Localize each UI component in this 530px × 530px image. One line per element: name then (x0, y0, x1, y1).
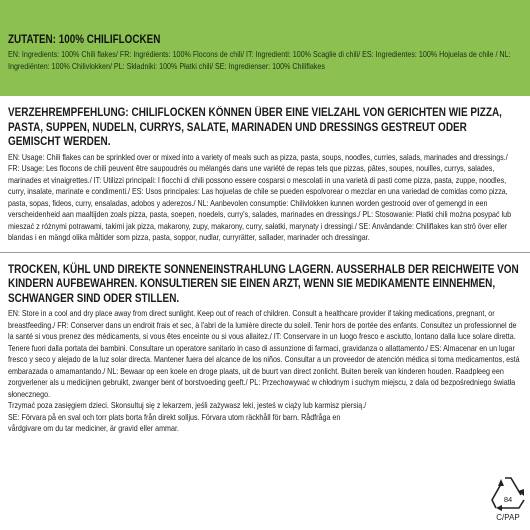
warning-translations: EN: Store in a cool and dry place away from direct sunlight. Keep out of reach of children. Consult a healthcare provider if taking medications, pregnant, or breastfeeding./ FR: Conserver dans un endroit frais et sec, à l'abri de la lumière directe du soleil. Tenir hors de portée des enfants. Consultez un professionnel de la santé si vous prenez des médicaments, si vous êtes enceinte ou si vous allaitez./ IT: Conservare in un luogo fresco e asciutto, lontano dalla luce solare diretta. Tenere fuori dalla portata dei bambini. Consultare un operatore sanitario in caso di assunzione di farmaci, gravidanza o allattamento./ ES: Almacenar en un lugar fresco y seco y alejado de la luz solar directa. Mantener fuera del alcance de los niños. Consultar a un proveedor de atención médica si toma medicamentos, está embarazada o amamantando./ NL: Bewaar op een koele en droge plaats, uit de buurt van direct zonlicht. Buiten bereik van kinderen houden. Raadpleeg een zorgverlener als u medicijnen gebruikt, zwanger bent of borstvoeding geeft./ PL: Przechowywać w chłodnym i suchym miejscu, z dala od bezpośredniego światła słonecznego. (8, 308, 520, 399)
usage-translations: EN: Usage: Chili flakes can be sprinkled over or mixed into a variety of meals such as pizza, pasta, soups, noodles, curries, salads, marinades and dressings./ FR: Usage: Les flocons de chili peuvent être saupoudrés ou mélangés dans une variété de repas tels que pizzas, pâtes, soupes, nouilles, currys, salades, marinades et vinaigrettes./ IT: Utilizzi principali: I fiocchi di chili possono essere cosparsi o mescolati in una varietà di pasti come pizza, pasta, zuppe, noodles, curry, insalate, marinate e condimenti./ ES: Usos principales: Las hojuelas de chile se pueden espolvorear o mezclar en una variedad de comidas como pizza, pasta, sopas, fideos, curry, ensaladas, adobos y aderezos./ NL: Aanbevolen consumptie: Chilivlokken kunnen worden gestrooid over of gemengd in een verscheidenheid aan maaltijden zoals pizza, pasta, soepen, noedels, curry's, salades, marinades en dressings./ PL: Stosowanie: Płatki chili można posypać lub mieszać z różnymi potrawami, takimi jak pizza, makarony, zupy, makarony, curry, sałatki, marynaty i dressingi./ SE: Användande: Chiliflakes kan strö över eller blandas i en mängd olika måltider som pizza, pasta, soppor, nudlar, curryrätter, sallader, marinader och dressingar. (8, 151, 512, 242)
recycling-icon (488, 473, 528, 525)
warning-title: TROCKEN, KÜHL UND DIREKTE SONNENEINSTRAHLUNG LAGERN. AUSSERHALB DER REICHWEITE VON KINDERN AUFBEWAHREN. KONSULTIEREN SIE EINEN ARZT, WENN SIE MEDIKAMENTE EINNEHMEN, SCHWANGER SIND ODER STILLEN. (8, 262, 519, 305)
divider (0, 252, 530, 253)
label-panel (0, 96, 530, 530)
ingredients-title: ZUTATEN: 100% CHILIFLOCKEN (8, 34, 161, 46)
usage-title: VERZEHREMPFEHLUNG: CHILIFLOCKEN KÖNNEN ÜBER EINE VIELZAHL VON GERICHTEN WIE PIZZA, PASTA, SUPPEN, NUDELN, CURRYS, SALATE, MARINADEN UND DRESSINGS GESTREUT ODER GEMISCHT WERDEN. (8, 106, 502, 148)
recycling-material: C/PAP (496, 513, 520, 522)
ingredients-translations: EN: Ingredients: 100% Chili flakes/ FR: Ingrédients: 100% Flocons de chili/ IT: Ingredienti: 100% Scaglie di chili/ ES: Ingredientes: 100% Hojuelas de chile / NL: Ingrediënten: 100% Chilivlokken/ PL: Składniki: 100% Płatki chili/ SE: Ingredienser: 100% Chiliflakes (8, 49, 511, 71)
recycling-code: 84 (503, 495, 513, 504)
ingredients-header (0, 0, 530, 84)
warning-translations-continued: Trzymać poza zasięgiem dzieci. Skonsultuj się z lekarzem, jeśli zażywasz leki, jesteś w ciąży lub karmisz piersią./ SE: Förvara på en sval och torr plats borta från direkt solljus. Förvara utom räckhåll för barn. Rådfråga en vårdgivare om du tar mediciner, är gravid eller ammar. (8, 400, 367, 433)
